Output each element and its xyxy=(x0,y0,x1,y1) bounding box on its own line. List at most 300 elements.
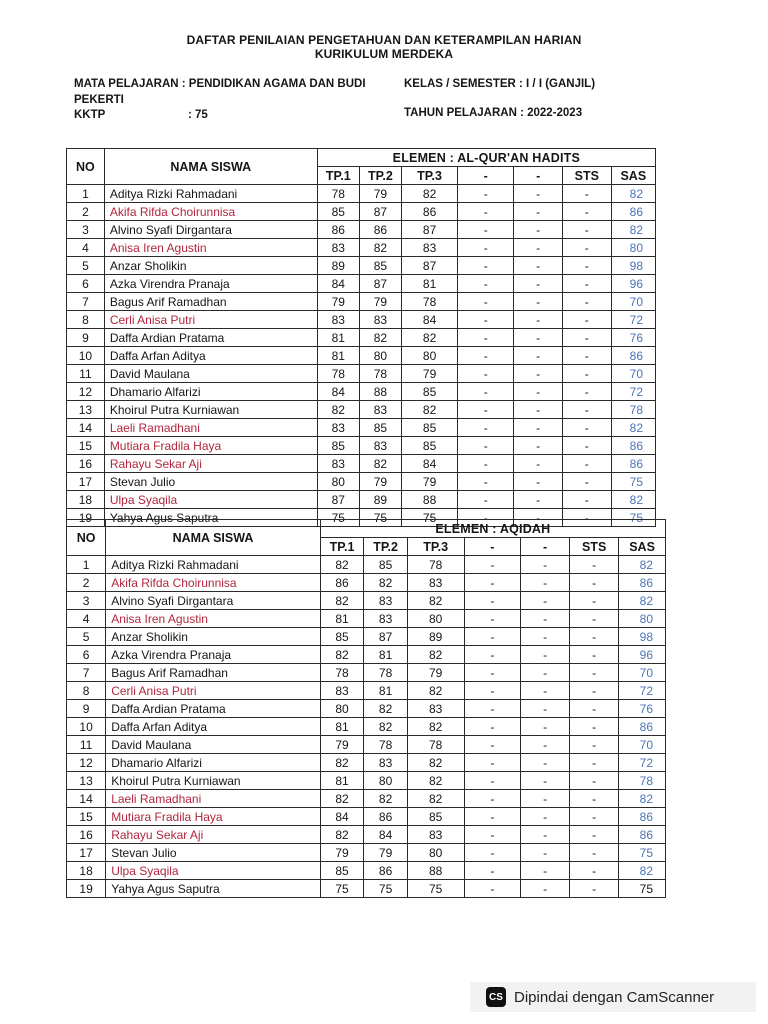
score-sts: - xyxy=(570,736,619,754)
table-row xyxy=(67,419,656,437)
score-tp3: 82 xyxy=(407,772,464,790)
student-name: Stevan Julio xyxy=(104,473,317,491)
row-number: 13 xyxy=(67,772,106,790)
camscanner-logo-icon: CS xyxy=(486,987,506,1007)
score-sts: - xyxy=(570,844,619,862)
score-d1: - xyxy=(464,628,521,646)
score-sas: 86 xyxy=(619,808,666,826)
score-tp2: 82 xyxy=(364,700,408,718)
score-tp2: 83 xyxy=(364,754,408,772)
score-tp2: 80 xyxy=(359,347,401,365)
score-tp3: 85 xyxy=(401,419,457,437)
score-tp3: 85 xyxy=(401,437,457,455)
score-tp1: 84 xyxy=(320,808,364,826)
student-name: Anisa Iren Agustin xyxy=(104,239,317,257)
header-col-2: TP.3 xyxy=(407,538,464,556)
score-d1: - xyxy=(464,736,521,754)
score-tp3: 86 xyxy=(401,203,457,221)
score-sts: - xyxy=(562,401,611,419)
score-tp1: 84 xyxy=(317,275,359,293)
row-number: 3 xyxy=(67,221,105,239)
score-tp3: 82 xyxy=(407,718,464,736)
score-sas: 70 xyxy=(611,293,655,311)
score-d2: - xyxy=(514,203,563,221)
student-name: Mutiara Fradila Haya xyxy=(106,808,321,826)
score-tp1: 81 xyxy=(320,718,364,736)
score-d1: - xyxy=(464,808,521,826)
score-tp3: 85 xyxy=(401,383,457,401)
subject-field-continuation: PEKERTI xyxy=(74,94,124,106)
score-tp2: 78 xyxy=(359,365,401,383)
table-row xyxy=(67,383,656,401)
score-tp1: 82 xyxy=(320,646,364,664)
score-d2: - xyxy=(521,880,570,898)
row-number: 16 xyxy=(67,455,105,473)
score-d2: - xyxy=(514,329,563,347)
score-tp1: 85 xyxy=(320,862,364,880)
header-col-5: STS xyxy=(562,167,611,185)
score-d2: - xyxy=(514,401,563,419)
row-number: 12 xyxy=(67,383,105,401)
table-row xyxy=(67,239,656,257)
score-tp3: 83 xyxy=(407,574,464,592)
score-sas: 78 xyxy=(611,401,655,419)
score-d2: - xyxy=(521,826,570,844)
row-number: 11 xyxy=(67,736,106,754)
kktp-label: KKTP xyxy=(74,109,106,121)
score-tp3: 84 xyxy=(401,311,457,329)
score-tp2: 87 xyxy=(359,203,401,221)
score-tp1: 82 xyxy=(320,826,364,844)
score-d2: - xyxy=(521,862,570,880)
student-name: Daffa Ardian Pratama xyxy=(104,329,317,347)
student-name: Alvino Syafi Dirgantara xyxy=(104,221,317,239)
score-tp2: 80 xyxy=(364,772,408,790)
score-tp1: 85 xyxy=(317,203,359,221)
score-sts: - xyxy=(570,754,619,772)
score-sts: - xyxy=(562,203,611,221)
student-name: Yahya Agus Saputra xyxy=(106,880,321,898)
score-tp1: 89 xyxy=(317,257,359,275)
score-d2: - xyxy=(521,790,570,808)
score-tp1: 81 xyxy=(317,347,359,365)
score-tp3: 78 xyxy=(401,293,457,311)
kktp-value: : 75 xyxy=(188,109,208,121)
score-tp1: 83 xyxy=(317,239,359,257)
student-name: Stevan Julio xyxy=(106,844,321,862)
table-row xyxy=(67,203,656,221)
score-sts: - xyxy=(562,491,611,509)
score-tp3: 78 xyxy=(407,736,464,754)
score-tp2: 83 xyxy=(364,610,408,628)
score-sts: - xyxy=(562,293,611,311)
header-col-5: STS xyxy=(570,538,619,556)
header-no: NO xyxy=(67,520,106,556)
score-tp1: 81 xyxy=(320,610,364,628)
table-row xyxy=(67,880,666,898)
score-tp2: 86 xyxy=(364,808,408,826)
table-row xyxy=(67,736,666,754)
score-d2: - xyxy=(514,491,563,509)
score-tp1: 81 xyxy=(320,772,364,790)
score-tp1: 79 xyxy=(320,736,364,754)
score-d1: - xyxy=(458,203,514,221)
score-d2: - xyxy=(514,437,563,455)
student-name: Akifa Rifda Choirunnisa xyxy=(106,574,321,592)
score-sts: - xyxy=(562,437,611,455)
score-tp3: 82 xyxy=(407,754,464,772)
table-row xyxy=(67,221,656,239)
score-sas: 70 xyxy=(619,736,666,754)
score-tp1: 86 xyxy=(320,574,364,592)
row-number: 11 xyxy=(67,365,105,383)
score-d1: - xyxy=(458,473,514,491)
score-tp1: 75 xyxy=(320,880,364,898)
table-row xyxy=(67,275,656,293)
student-name: Daffa Arfan Aditya xyxy=(104,347,317,365)
score-tp1: 79 xyxy=(317,293,359,311)
student-name: Mutiara Fradila Haya xyxy=(104,437,317,455)
score-d1: - xyxy=(464,700,521,718)
score-d2: - xyxy=(521,682,570,700)
score-d1: - xyxy=(458,329,514,347)
header-nama-siswa: NAMA SISWA xyxy=(104,149,317,185)
score-d1: - xyxy=(458,419,514,437)
class-semester-field: KELAS / SEMESTER : I / I (GANJIL) xyxy=(404,78,596,90)
score-tp1: 82 xyxy=(320,592,364,610)
score-sas: 75 xyxy=(611,509,655,527)
score-tp3: 80 xyxy=(407,844,464,862)
student-name: Akifa Rifda Choirunnisa xyxy=(104,203,317,221)
header-elemen: ELEMEN : AL-QUR'AN HADITS xyxy=(317,149,655,167)
score-tp2: 85 xyxy=(359,257,401,275)
row-number: 14 xyxy=(67,419,105,437)
student-name: Laeli Ramadhani xyxy=(106,790,321,808)
score-sts: - xyxy=(570,718,619,736)
header-no: NO xyxy=(67,149,105,185)
score-tp3: 82 xyxy=(401,329,457,347)
row-number: 5 xyxy=(67,257,105,275)
table-row xyxy=(67,700,666,718)
score-d2: - xyxy=(521,844,570,862)
score-tp1: 87 xyxy=(317,491,359,509)
score-tp2: 79 xyxy=(359,473,401,491)
score-tp3: 75 xyxy=(407,880,464,898)
score-d1: - xyxy=(458,455,514,473)
row-number: 7 xyxy=(67,664,106,682)
score-tp3: 75 xyxy=(401,509,457,527)
score-sas: 86 xyxy=(619,574,666,592)
score-sas: 72 xyxy=(619,682,666,700)
score-tp2: 83 xyxy=(359,401,401,419)
score-d2: - xyxy=(514,311,563,329)
score-d2: - xyxy=(521,610,570,628)
score-d1: - xyxy=(458,221,514,239)
score-tp1: 78 xyxy=(320,664,364,682)
row-number: 6 xyxy=(67,275,105,293)
subject-field: MATA PELAJARAN : PENDIDIKAN AGAMA DAN BUDI xyxy=(74,78,366,90)
student-name: Bagus Arif Ramadhan xyxy=(106,664,321,682)
table-row xyxy=(67,718,666,736)
student-name: Laeli Ramadhani xyxy=(104,419,317,437)
score-d2: - xyxy=(514,293,563,311)
score-d1: - xyxy=(458,437,514,455)
student-name: Azka Virendra Pranaja xyxy=(106,646,321,664)
score-tp2: 78 xyxy=(364,664,408,682)
score-tp1: 80 xyxy=(317,473,359,491)
header-col-6: SAS xyxy=(619,538,666,556)
header-row-top xyxy=(67,520,666,538)
score-sas: 72 xyxy=(619,754,666,772)
score-tp3: 82 xyxy=(407,790,464,808)
score-sts: - xyxy=(562,347,611,365)
score-tp2: 83 xyxy=(359,311,401,329)
score-d2: - xyxy=(521,628,570,646)
student-name: Yahya Agus Saputra xyxy=(104,509,317,527)
score-tp3: 85 xyxy=(407,808,464,826)
score-sts: - xyxy=(570,628,619,646)
score-d2: - xyxy=(514,455,563,473)
score-sts: - xyxy=(570,682,619,700)
score-sts: - xyxy=(562,239,611,257)
score-d1: - xyxy=(458,311,514,329)
table-row xyxy=(67,826,666,844)
score-d2: - xyxy=(521,736,570,754)
score-sts: - xyxy=(562,221,611,239)
score-sts: - xyxy=(562,257,611,275)
score-d1: - xyxy=(464,844,521,862)
header-col-4: - xyxy=(521,538,570,556)
academic-year-field: TAHUN PELAJARAN : 2022-2023 xyxy=(404,107,583,119)
score-tp2: 75 xyxy=(364,880,408,898)
score-tp1: 83 xyxy=(317,455,359,473)
header-col-0: TP.1 xyxy=(317,167,359,185)
score-tp3: 80 xyxy=(401,347,457,365)
score-tp3: 83 xyxy=(401,239,457,257)
score-tp1: 83 xyxy=(317,419,359,437)
row-number: 10 xyxy=(67,347,105,365)
score-d1: - xyxy=(464,754,521,772)
score-tp3: 88 xyxy=(401,491,457,509)
score-tp2: 78 xyxy=(364,736,408,754)
score-sts: - xyxy=(570,808,619,826)
score-sas: 98 xyxy=(619,628,666,646)
student-name: Anisa Iren Agustin xyxy=(106,610,321,628)
score-tp3: 82 xyxy=(407,682,464,700)
score-tp2: 86 xyxy=(359,221,401,239)
camscanner-label: Dipindai dengan CamScanner xyxy=(514,988,715,1006)
score-sts: - xyxy=(570,700,619,718)
score-sas: 75 xyxy=(619,844,666,862)
score-sas: 86 xyxy=(619,826,666,844)
table-row xyxy=(67,790,666,808)
student-name: David Maulana xyxy=(106,736,321,754)
student-name: Khoirul Putra Kurniawan xyxy=(104,401,317,419)
header-col-6: SAS xyxy=(611,167,655,185)
row-number: 4 xyxy=(67,239,105,257)
table-row xyxy=(67,491,656,509)
score-sas: 78 xyxy=(619,772,666,790)
score-tp2: 82 xyxy=(359,455,401,473)
table-row xyxy=(67,682,666,700)
score-tp1: 85 xyxy=(317,437,359,455)
student-name: Khoirul Putra Kurniawan xyxy=(106,772,321,790)
score-d2: - xyxy=(521,664,570,682)
score-d2: - xyxy=(521,592,570,610)
score-tp1: 83 xyxy=(317,311,359,329)
score-d1: - xyxy=(458,365,514,383)
score-sas: 96 xyxy=(611,275,655,293)
score-tp3: 89 xyxy=(407,628,464,646)
row-number: 1 xyxy=(67,185,105,203)
score-sas: 75 xyxy=(619,880,666,898)
header-elemen: ELEMEN : AQIDAH xyxy=(320,520,665,538)
table-row xyxy=(67,329,656,347)
score-d1: - xyxy=(464,592,521,610)
student-name: Cerli Anisa Putri xyxy=(106,682,321,700)
grade-table-alquran-hadits xyxy=(66,148,656,527)
score-sts: - xyxy=(570,772,619,790)
row-number: 17 xyxy=(67,473,105,491)
score-sts: - xyxy=(570,610,619,628)
score-d1: - xyxy=(464,826,521,844)
score-tp3: 82 xyxy=(401,185,457,203)
row-number: 10 xyxy=(67,718,106,736)
score-tp1: 83 xyxy=(320,682,364,700)
table-row xyxy=(67,185,656,203)
student-name: Daffa Arfan Aditya xyxy=(106,718,321,736)
score-tp2: 79 xyxy=(359,293,401,311)
score-sas: 76 xyxy=(619,700,666,718)
student-name: Ulpa Syaqila xyxy=(104,491,317,509)
table-row xyxy=(67,311,656,329)
table-row xyxy=(67,646,666,664)
table-row xyxy=(67,556,666,574)
header-col-1: TP.2 xyxy=(364,538,408,556)
table-row xyxy=(67,592,666,610)
score-sas: 86 xyxy=(611,455,655,473)
score-tp2: 81 xyxy=(364,682,408,700)
score-d2: - xyxy=(514,383,563,401)
score-tp2: 82 xyxy=(364,718,408,736)
score-d1: - xyxy=(464,772,521,790)
header-col-4: - xyxy=(514,167,563,185)
score-sas: 82 xyxy=(619,556,666,574)
score-tp3: 83 xyxy=(407,700,464,718)
score-tp2: 79 xyxy=(364,844,408,862)
row-number: 6 xyxy=(67,646,106,664)
row-number: 12 xyxy=(67,754,106,772)
score-sts: - xyxy=(570,862,619,880)
score-d1: - xyxy=(464,862,521,880)
score-sas: 72 xyxy=(611,311,655,329)
score-d2: - xyxy=(514,185,563,203)
student-name: Azka Virendra Pranaja xyxy=(104,275,317,293)
student-name: Rahayu Sekar Aji xyxy=(106,826,321,844)
score-tp3: 82 xyxy=(407,592,464,610)
row-number: 8 xyxy=(67,311,105,329)
student-name: Bagus Arif Ramadhan xyxy=(104,293,317,311)
score-tp2: 84 xyxy=(364,826,408,844)
score-d2: - xyxy=(521,718,570,736)
score-sas: 82 xyxy=(619,862,666,880)
score-sts: - xyxy=(570,790,619,808)
score-d2: - xyxy=(514,257,563,275)
score-tp1: 85 xyxy=(320,628,364,646)
score-sas: 86 xyxy=(619,718,666,736)
score-d2: - xyxy=(521,556,570,574)
row-number: 15 xyxy=(67,437,105,455)
score-sts: - xyxy=(570,826,619,844)
table-row xyxy=(67,455,656,473)
row-number: 15 xyxy=(67,808,106,826)
score-tp2: 83 xyxy=(359,437,401,455)
score-sts: - xyxy=(570,646,619,664)
table-row xyxy=(67,754,666,772)
score-sts: - xyxy=(570,664,619,682)
table-row xyxy=(67,401,656,419)
score-d2: - xyxy=(514,347,563,365)
score-tp2: 83 xyxy=(364,592,408,610)
score-sas: 80 xyxy=(611,239,655,257)
score-sas: 82 xyxy=(611,185,655,203)
score-sas: 70 xyxy=(611,365,655,383)
score-tp3: 78 xyxy=(407,556,464,574)
score-sts: - xyxy=(562,419,611,437)
table-row xyxy=(67,628,666,646)
score-d1: - xyxy=(458,401,514,419)
header-row-top xyxy=(67,149,656,167)
score-tp3: 88 xyxy=(407,862,464,880)
score-tp1: 81 xyxy=(317,329,359,347)
row-number: 8 xyxy=(67,682,106,700)
score-d2: - xyxy=(514,509,563,527)
score-tp2: 85 xyxy=(364,556,408,574)
score-d2: - xyxy=(514,275,563,293)
score-d1: - xyxy=(458,257,514,275)
score-d2: - xyxy=(514,419,563,437)
score-sas: 86 xyxy=(611,437,655,455)
score-d1: - xyxy=(458,491,514,509)
row-number: 18 xyxy=(67,862,106,880)
score-sts: - xyxy=(562,275,611,293)
score-tp1: 82 xyxy=(320,754,364,772)
score-d1: - xyxy=(464,556,521,574)
score-tp1: 75 xyxy=(317,509,359,527)
table-row xyxy=(67,844,666,862)
score-tp2: 82 xyxy=(364,790,408,808)
score-sas: 76 xyxy=(611,329,655,347)
score-d2: - xyxy=(514,473,563,491)
score-d1: - xyxy=(458,347,514,365)
table-row xyxy=(67,257,656,275)
table-row xyxy=(67,862,666,880)
row-number: 18 xyxy=(67,491,105,509)
student-name: Dhamario Alfarizi xyxy=(104,383,317,401)
score-tp1: 82 xyxy=(317,401,359,419)
score-sas: 80 xyxy=(619,610,666,628)
table-row xyxy=(67,574,666,592)
student-name: Ulpa Syaqila xyxy=(106,862,321,880)
row-number: 2 xyxy=(67,203,105,221)
score-tp2: 86 xyxy=(364,862,408,880)
header-nama-siswa: NAMA SISWA xyxy=(106,520,321,556)
document-subtitle: KURIKULUM MERDEKA xyxy=(314,47,454,61)
score-sts: - xyxy=(570,592,619,610)
score-d2: - xyxy=(521,700,570,718)
score-tp3: 79 xyxy=(401,365,457,383)
table-row xyxy=(67,365,656,383)
